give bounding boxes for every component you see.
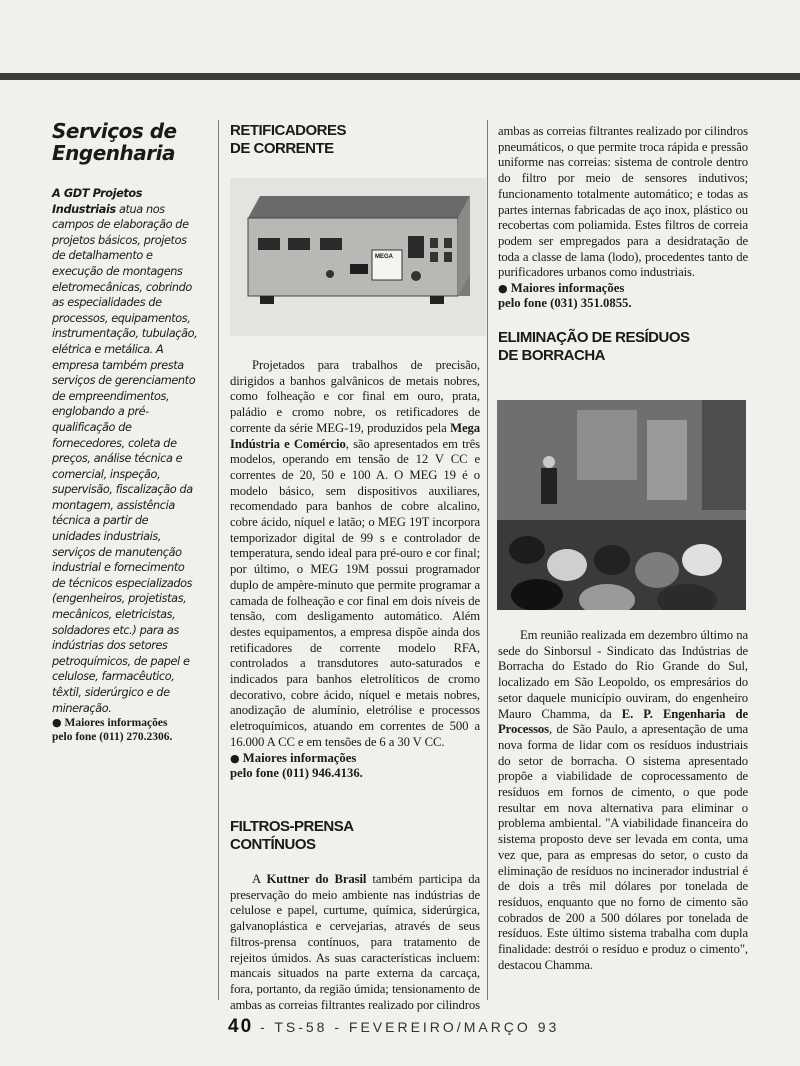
filtros-more-info — [498, 281, 748, 311]
eliminacao-article — [498, 628, 748, 973]
filtros-more-line1: Maiores informações — [510, 281, 625, 296]
device-brand-label: MEGA — [375, 254, 393, 260]
sidebar-title — [52, 120, 199, 164]
issue-info: - TS-58 - FEVEREIRO/MARÇO 93 — [260, 1019, 560, 1035]
page-footer — [228, 1016, 559, 1038]
filtros-company: Kuttner do Brasil — [266, 872, 367, 886]
sidebar-text: atua nos campos de elaboração de projetos básicos, projetos de detalhamento e execução de montagens eletromecânicas, cobrindo as especialidades de processos, equipamentos, instrumentação, tubulação, elétrica e metálica. A empresa também presta serviços de gerenciamento de empreendimentos, englobando a pré-qualificação de fornecedores, coleta de preços, análise técnica e comercial, inspeção, supervisão, fiscalização da montagem, assistência técnica a partir de unidades industriais, serviços de manutenção industrial e fornecimento de técnicos especializados (engenheiros, projetistas, mecânicos, eletricistas, soldadores etc.) para as indústrias dos setores petroquímicos, de papel e celulose, farmacêutico, têxtil, siderúrgico e de mineração. — [52, 202, 198, 715]
sidebar-title-line1: Serviços de — [52, 119, 177, 143]
retificadores-company: Mega Indústria e Comércio — [230, 420, 480, 451]
retificadores-more-info — [230, 751, 480, 781]
column-rule-right — [487, 120, 488, 1000]
retificadores-text-1: Projetados para trabalhos de precisão, dirigidos a banhos galvânicos de metais nobres, como folheação e cor final em ouro, prata, paládio e cromo nobre, os retificadores de corrente da série MEG-19, produzidos pela — [230, 358, 480, 435]
sidebar-title-line2: Engenharia — [52, 141, 175, 165]
filtros-text-1: A — [252, 872, 261, 886]
sidebar-body — [52, 186, 199, 716]
retificadores-heading-line2: DE CORRENTE — [230, 140, 334, 157]
retificadores-body — [230, 358, 480, 751]
meeting-illustration — [497, 400, 746, 610]
filtros-heading-line2: CONTÍNUOS — [230, 836, 316, 853]
retificadores-heading — [230, 122, 478, 158]
sidebar-company: A GDT Projetos Industriais — [52, 187, 143, 216]
eliminacao-heading — [498, 329, 748, 365]
filtros-phone: pelo fone (031) 351.0855. — [498, 296, 632, 311]
retificadores-article — [230, 358, 480, 781]
retificadores-text-2: , são apresentados em três modelos, operando em tensão de 12 V CC e correntes de 20, 50 e 100 A. O MEG 19 é o modelo básico, sem dispositivos auxiliares, recomendado para banhos de cobre alcalino, cobre ácido, níquel e latão; o MEG 19T incorpora temporizador digital de 99 s e controlador de temperatura, sendo ideal para pré-ouro e cor final; por último, o MEG 19M possui programador duplo de ampère-minuto que permite programar a camada de folheação e cor final em dois níveis de tensão, com desligamento automático. Além destes equipamentos, a empresa dispõe ainda dos retificadores de corrente modelo RFA, controlados a transdutores auto-saturados e indicados para banhos eletrolíticos de cromo decorativo, cobre ácido, níquel e metais nobres, anodização de alumínio, eletrólise e processos eletroquímicos, atuando em correntes de 500 a 16.000 A CC e em tensões de 6 a 30 V CC. — [230, 436, 480, 749]
eliminacao-text-2: , de São Paulo, a apresentação de uma nova forma de lidar com os resíduos industriais do setor de borracha. O sistema apresentado propõe a viabilidade de coprocessamento de resíduos em fornos de cimento, o que pode resultar em nova alternativa para eliminar o problema ambiental. "A viabilidade financeira do sistema proposto deve ser levada em conta, uma vez que, para as empresas do setor, o custo da eliminação de resíduos no incinerador industrial é de dois a três mil dólares por tonelada de resíduos, enquanto que no forno de cimento são cobrados de 200 a 500 dólares por tonelada de resíduos. Este último sistema trabalha com dupla finalidade: destrói o resíduo e produz o cimento", destacou Chamma. — [498, 722, 748, 972]
filtros-heading-line1: FILTROS-PRENSA — [230, 818, 354, 835]
eliminacao-company: E. P. Engenharia de Processos — [498, 706, 748, 737]
filtros-body — [230, 872, 480, 1012]
top-band — [0, 73, 800, 80]
sidebar-phone: pelo fone (011) 270.2306. — [52, 731, 173, 744]
bullet-icon: ● — [52, 716, 62, 730]
filtros-article — [230, 818, 480, 1012]
bullet-icon: ● — [498, 282, 508, 296]
rectifier-illustration — [230, 178, 486, 336]
sidebar-more-info — [52, 716, 199, 744]
retificadores-heading-line1: RETIFICADORES — [230, 122, 347, 139]
sidebar-more-line1: Maiores informações — [64, 717, 168, 730]
column-rule-left — [218, 120, 219, 1000]
retificadores-phone: pelo fone (011) 946.4136. — [230, 765, 363, 780]
filtros-heading — [230, 818, 480, 854]
eliminacao-body — [498, 628, 748, 973]
eliminacao-heading-line1: ELIMINAÇÃO DE RESÍDUOS — [498, 329, 690, 347]
eliminacao-heading-line2: DE BORRACHA — [498, 347, 605, 365]
filtros-continued: ambas as correias filtrantes realizado por cilindros pneumáticos, o que permite troca rápida e pressão uniforme nas correias: sistema de controle dentro do filtro por meio de sensores indutivos; funcionamento totalmente automático; e todas as partes internas fabricadas de aço inox, plástico ou recobertas com poliamida. Estes filtros de correia podem ser empregados para a desidratação de toda a classe de lama (lodo), procedentes tanto de purificadores urbanos como industriais. — [498, 124, 748, 280]
page-number: 40 — [228, 1016, 254, 1037]
rectifier-photo — [230, 178, 486, 336]
sidebar-column — [52, 120, 199, 744]
eliminacao-text-1: Em reunião realizada em dezembro último na sede do Sinborsul - Sindicato das Indústrias de Borracha do Estado do Rio Grande do Sul, localizado em São Leopoldo, os empresários do setor daquele município ouviram, do engenheiro Mauro Chamma, da — [498, 628, 748, 721]
bullet-icon: ● — [230, 751, 240, 765]
middle-column — [230, 122, 478, 158]
meeting-photo — [497, 400, 746, 610]
retificadores-more-line1: Maiores informações — [242, 750, 357, 765]
filtros-text-2: também participa da preservação do meio ambiente nas indústrias de celulose e papel, curtume, química, siderúrgica, galvanoplástica e cervejarias, através de seus filtros-prensa contínuos, para tratamento de rejeitos úmidos. As suas características incluem: mancais situados na parte externa da carcaça, fora, portanto, da região úmida; tensionamento de ambas as correias filtrantes realizado por cilindros — [230, 872, 480, 1012]
right-column — [498, 124, 748, 365]
